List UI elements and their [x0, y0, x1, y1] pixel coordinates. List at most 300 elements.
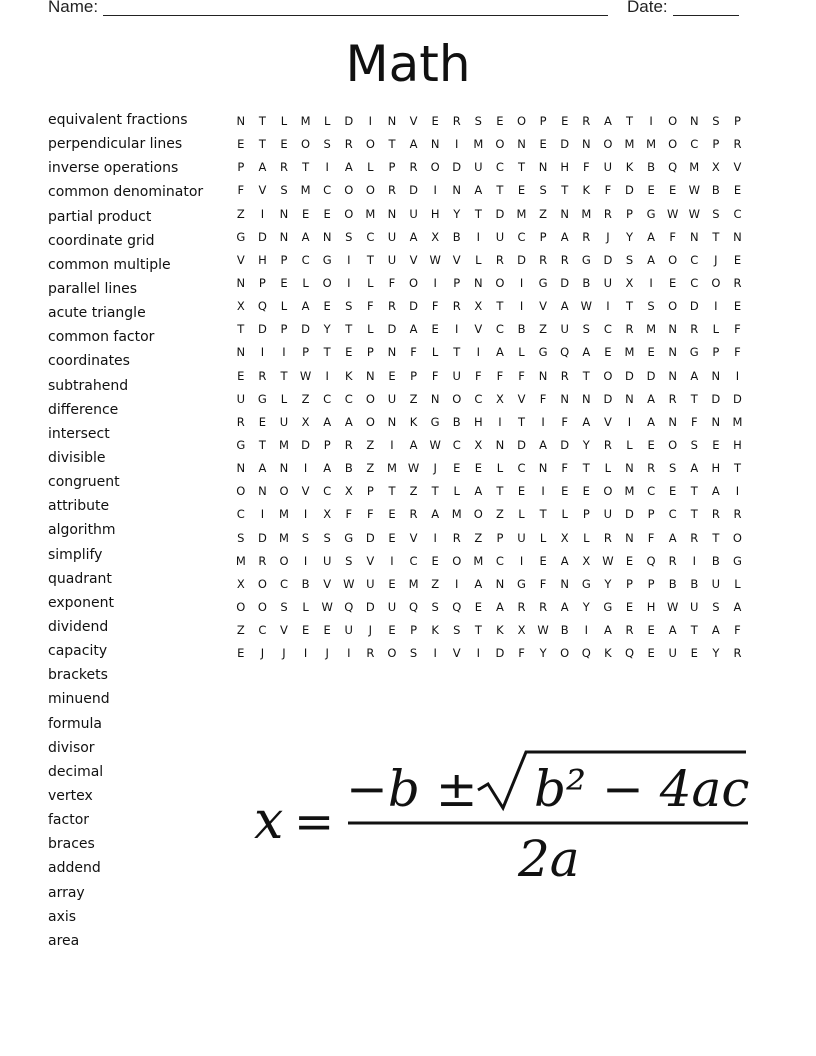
grid-letter[interactable]: E: [625, 599, 634, 614]
grid-letter[interactable]: O: [603, 368, 613, 383]
grid-letter[interactable]: H: [560, 160, 570, 175]
grid-letter[interactable]: W: [321, 599, 333, 614]
grid-letter[interactable]: D: [257, 322, 267, 337]
grid-letter[interactable]: J: [282, 646, 286, 661]
grid-letter[interactable]: I: [260, 345, 265, 360]
grid-letter[interactable]: D: [733, 391, 742, 406]
grid-letter[interactable]: U: [603, 507, 613, 522]
grid-letter[interactable]: T: [388, 137, 396, 152]
grid-letter[interactable]: E: [431, 322, 439, 337]
grid-letter[interactable]: P: [258, 275, 266, 290]
grid-letter[interactable]: S: [280, 183, 288, 198]
grid-letter[interactable]: R: [582, 229, 591, 244]
grid-letter[interactable]: I: [519, 275, 524, 290]
grid-letter[interactable]: F: [561, 414, 569, 429]
grid-letter[interactable]: E: [237, 646, 245, 661]
grid-letter[interactable]: Y: [582, 437, 590, 452]
grid-letter[interactable]: T: [690, 391, 698, 406]
grid-letter[interactable]: A: [431, 507, 440, 522]
grid-letter[interactable]: L: [604, 461, 612, 476]
grid-letter[interactable]: S: [712, 206, 720, 221]
grid-letter[interactable]: N: [538, 368, 548, 383]
grid-letter[interactable]: I: [584, 623, 588, 638]
grid-letter[interactable]: M: [689, 160, 700, 175]
grid-letter[interactable]: D: [517, 252, 526, 267]
grid-letter[interactable]: F: [367, 299, 374, 314]
grid-letter[interactable]: O: [732, 530, 742, 545]
grid-letter[interactable]: U: [603, 275, 613, 290]
grid-letter[interactable]: L: [561, 507, 568, 522]
grid-letter[interactable]: E: [539, 553, 547, 568]
grid-letter[interactable]: O: [668, 137, 678, 152]
grid-letter[interactable]: M: [279, 530, 289, 545]
grid-letter[interactable]: S: [690, 437, 698, 452]
grid-letter[interactable]: X: [474, 299, 483, 314]
grid-letter[interactable]: D: [257, 530, 267, 545]
grid-letter[interactable]: F: [410, 345, 417, 360]
grid-letter[interactable]: L: [734, 576, 741, 591]
grid-letter[interactable]: L: [518, 345, 525, 360]
grid-letter[interactable]: V: [733, 160, 742, 175]
grid-letter[interactable]: I: [347, 646, 351, 661]
grid-letter[interactable]: P: [410, 623, 418, 638]
grid-letter[interactable]: I: [455, 322, 459, 337]
grid-letter[interactable]: R: [733, 275, 742, 290]
grid-letter[interactable]: T: [258, 114, 266, 128]
grid-letter[interactable]: X: [560, 530, 569, 545]
grid-letter[interactable]: T: [733, 461, 741, 476]
grid-letter[interactable]: L: [539, 530, 547, 545]
grid-letter[interactable]: I: [303, 646, 308, 661]
grid-letter[interactable]: O: [495, 137, 505, 152]
grid-letter[interactable]: S: [539, 183, 547, 198]
grid-letter[interactable]: M: [516, 206, 527, 221]
grid-letter[interactable]: E: [323, 206, 331, 221]
date-blank-line[interactable]: [673, 15, 739, 16]
grid-letter[interactable]: O: [452, 553, 462, 568]
grid-letter[interactable]: E: [647, 345, 655, 360]
grid-letter[interactable]: I: [735, 484, 740, 499]
grid-letter[interactable]: P: [539, 114, 547, 128]
grid-letter[interactable]: N: [430, 137, 440, 152]
grid-letter[interactable]: M: [365, 206, 376, 221]
grid-letter[interactable]: P: [626, 206, 633, 221]
grid-letter[interactable]: I: [325, 160, 329, 175]
grid-letter[interactable]: O: [257, 599, 267, 614]
grid-letter[interactable]: N: [711, 368, 721, 383]
grid-letter[interactable]: I: [519, 299, 524, 314]
grid-letter[interactable]: N: [236, 114, 246, 128]
grid-letter[interactable]: D: [517, 437, 526, 452]
grid-letter[interactable]: M: [386, 461, 397, 476]
grid-letter[interactable]: C: [690, 275, 699, 290]
grid-letter[interactable]: Z: [431, 576, 440, 591]
grid-letter[interactable]: R: [733, 507, 742, 522]
grid-letter[interactable]: F: [734, 623, 741, 638]
grid-letter[interactable]: F: [539, 576, 547, 591]
grid-letter[interactable]: O: [452, 391, 462, 406]
grid-letter[interactable]: S: [625, 252, 634, 267]
grid-letter[interactable]: P: [496, 530, 504, 545]
grid-letter[interactable]: C: [733, 206, 742, 221]
grid-letter[interactable]: I: [260, 507, 265, 522]
grid-letter[interactable]: F: [539, 391, 547, 406]
grid-letter[interactable]: N: [517, 137, 526, 152]
grid-letter[interactable]: W: [666, 206, 679, 221]
grid-letter[interactable]: C: [452, 437, 461, 452]
grid-letter[interactable]: V: [474, 322, 483, 337]
grid-letter[interactable]: R: [603, 206, 612, 221]
grid-letter[interactable]: E: [388, 507, 396, 522]
grid-letter[interactable]: H: [733, 437, 742, 452]
grid-letter[interactable]: N: [689, 229, 699, 244]
grid-letter[interactable]: N: [387, 345, 397, 360]
grid-letter[interactable]: O: [344, 183, 354, 198]
grid-letter[interactable]: F: [582, 160, 590, 175]
grid-letter[interactable]: D: [452, 160, 462, 175]
grid-letter[interactable]: E: [625, 553, 634, 568]
grid-letter[interactable]: R: [344, 137, 353, 152]
grid-letter[interactable]: G: [236, 229, 246, 244]
grid-letter[interactable]: Y: [323, 322, 331, 337]
grid-letter[interactable]: I: [303, 461, 308, 476]
grid-letter[interactable]: M: [624, 137, 635, 152]
grid-letter[interactable]: R: [668, 553, 677, 568]
grid-letter[interactable]: I: [476, 345, 481, 360]
grid-letter[interactable]: R: [409, 160, 418, 175]
grid-letter[interactable]: A: [733, 599, 742, 614]
grid-letter[interactable]: U: [387, 252, 397, 267]
grid-letter[interactable]: X: [431, 229, 440, 244]
grid-letter[interactable]: R: [236, 414, 245, 429]
grid-letter[interactable]: A: [560, 229, 569, 244]
grid-letter[interactable]: E: [669, 183, 677, 198]
grid-letter[interactable]: D: [560, 137, 570, 152]
grid-letter[interactable]: T: [302, 160, 310, 175]
grid-letter[interactable]: X: [474, 437, 483, 452]
grid-letter[interactable]: J: [714, 252, 718, 267]
grid-letter[interactable]: S: [712, 114, 720, 128]
grid-letter[interactable]: I: [735, 368, 740, 383]
grid-letter[interactable]: I: [368, 114, 373, 128]
grid-letter[interactable]: U: [409, 206, 418, 221]
grid-letter[interactable]: N: [625, 391, 634, 406]
grid-letter[interactable]: N: [560, 206, 569, 221]
grid-letter[interactable]: S: [669, 461, 677, 476]
grid-letter[interactable]: R: [366, 646, 375, 661]
grid-letter[interactable]: U: [474, 160, 483, 175]
grid-letter[interactable]: N: [495, 437, 505, 452]
grid-letter[interactable]: T: [388, 484, 396, 499]
grid-letter[interactable]: N: [236, 461, 246, 476]
grid-letter[interactable]: Y: [453, 206, 461, 221]
grid-letter[interactable]: A: [323, 461, 332, 476]
grid-letter[interactable]: G: [430, 414, 440, 429]
grid-letter[interactable]: N: [279, 461, 289, 476]
grid-letter[interactable]: L: [280, 299, 288, 314]
grid-letter[interactable]: V: [603, 414, 612, 429]
grid-letter[interactable]: U: [387, 229, 397, 244]
grid-letter[interactable]: R: [560, 368, 569, 383]
grid-letter[interactable]: E: [301, 623, 310, 638]
grid-letter[interactable]: P: [302, 345, 310, 360]
grid-letter[interactable]: H: [474, 414, 483, 429]
grid-letter[interactable]: Y: [625, 229, 633, 244]
grid-letter[interactable]: D: [409, 183, 418, 198]
grid-letter[interactable]: Z: [366, 461, 375, 476]
grid-letter[interactable]: L: [626, 437, 633, 452]
grid-letter[interactable]: L: [302, 275, 309, 290]
grid-letter[interactable]: P: [647, 576, 655, 591]
grid-letter[interactable]: X: [495, 391, 504, 406]
grid-letter[interactable]: T: [345, 322, 353, 337]
grid-letter[interactable]: M: [279, 507, 289, 522]
grid-letter[interactable]: I: [541, 484, 545, 499]
grid-letter[interactable]: B: [344, 461, 353, 476]
grid-letter[interactable]: C: [366, 229, 375, 244]
grid-letter[interactable]: D: [387, 322, 397, 337]
grid-letter[interactable]: D: [495, 206, 505, 221]
grid-letter[interactable]: W: [299, 368, 312, 383]
grid-letter[interactable]: D: [301, 322, 310, 337]
grid-letter[interactable]: I: [433, 275, 437, 290]
grid-letter[interactable]: R: [603, 530, 612, 545]
grid-letter[interactable]: R: [495, 252, 504, 267]
grid-letter[interactable]: T: [474, 206, 482, 221]
grid-letter[interactable]: U: [452, 368, 461, 383]
grid-letter[interactable]: A: [323, 414, 332, 429]
grid-letter[interactable]: C: [323, 391, 332, 406]
grid-letter[interactable]: O: [236, 484, 246, 499]
grid-letter[interactable]: G: [646, 206, 656, 221]
grid-letter[interactable]: E: [258, 414, 267, 429]
grid-letter[interactable]: C: [279, 576, 288, 591]
grid-letter[interactable]: E: [604, 345, 612, 360]
grid-letter[interactable]: A: [495, 345, 504, 360]
grid-letter[interactable]: E: [280, 275, 288, 290]
grid-letter[interactable]: U: [603, 160, 613, 175]
grid-letter[interactable]: E: [496, 114, 504, 128]
grid-letter[interactable]: U: [495, 229, 505, 244]
grid-letter[interactable]: P: [712, 345, 720, 360]
grid-letter[interactable]: O: [711, 275, 721, 290]
grid-letter[interactable]: P: [366, 484, 374, 499]
grid-letter[interactable]: C: [495, 553, 504, 568]
grid-letter[interactable]: X: [625, 275, 634, 290]
grid-letter[interactable]: L: [475, 252, 482, 267]
grid-letter[interactable]: W: [537, 623, 549, 638]
grid-letter[interactable]: F: [431, 368, 439, 383]
grid-letter[interactable]: O: [409, 275, 419, 290]
grid-letter[interactable]: L: [583, 530, 590, 545]
grid-letter[interactable]: C: [323, 183, 332, 198]
grid-letter[interactable]: S: [301, 530, 310, 545]
grid-letter[interactable]: J: [368, 623, 373, 638]
grid-letter[interactable]: N: [625, 461, 634, 476]
grid-letter[interactable]: T: [625, 114, 633, 128]
grid-letter[interactable]: A: [690, 368, 699, 383]
grid-letter[interactable]: D: [344, 114, 354, 128]
grid-letter[interactable]: E: [733, 183, 742, 198]
grid-letter[interactable]: F: [561, 461, 569, 476]
grid-letter[interactable]: F: [475, 368, 482, 383]
grid-letter[interactable]: M: [732, 414, 743, 429]
grid-letter[interactable]: O: [279, 553, 289, 568]
grid-letter[interactable]: T: [712, 530, 720, 545]
grid-letter[interactable]: R: [539, 599, 548, 614]
grid-letter[interactable]: E: [561, 484, 569, 499]
grid-letter[interactable]: U: [517, 530, 526, 545]
grid-letter[interactable]: O: [668, 252, 678, 267]
grid-letter[interactable]: O: [365, 137, 375, 152]
grid-letter[interactable]: P: [280, 252, 288, 267]
grid-letter[interactable]: L: [431, 345, 439, 360]
grid-letter[interactable]: U: [366, 576, 375, 591]
grid-letter[interactable]: M: [451, 507, 462, 522]
grid-letter[interactable]: I: [498, 414, 502, 429]
grid-letter[interactable]: R: [387, 299, 396, 314]
grid-letter[interactable]: A: [344, 160, 353, 175]
grid-letter[interactable]: E: [237, 137, 245, 152]
grid-letter[interactable]: I: [455, 137, 459, 152]
grid-letter[interactable]: A: [711, 623, 720, 638]
grid-letter[interactable]: D: [603, 252, 613, 267]
grid-letter[interactable]: Q: [560, 345, 570, 360]
grid-letter[interactable]: T: [280, 368, 288, 383]
grid-letter[interactable]: X: [711, 160, 720, 175]
grid-letter[interactable]: R: [452, 530, 461, 545]
grid-letter[interactable]: A: [474, 484, 483, 499]
grid-letter[interactable]: X: [344, 484, 353, 499]
grid-letter[interactable]: F: [518, 368, 525, 383]
grid-letter[interactable]: F: [647, 530, 655, 545]
grid-letter[interactable]: I: [260, 206, 265, 221]
grid-letter[interactable]: B: [517, 322, 526, 337]
grid-letter[interactable]: R: [711, 507, 720, 522]
grid-letter[interactable]: V: [409, 530, 418, 545]
grid-letter[interactable]: T: [582, 368, 590, 383]
grid-letter[interactable]: C: [647, 484, 656, 499]
grid-letter[interactable]: K: [496, 623, 504, 638]
grid-letter[interactable]: R: [625, 623, 634, 638]
grid-letter[interactable]: N: [711, 414, 721, 429]
grid-letter[interactable]: X: [236, 576, 245, 591]
grid-letter[interactable]: F: [604, 183, 612, 198]
grid-letter[interactable]: E: [323, 623, 331, 638]
grid-letter[interactable]: A: [647, 391, 656, 406]
grid-letter[interactable]: O: [495, 275, 505, 290]
grid-letter[interactable]: G: [322, 252, 332, 267]
grid-letter[interactable]: R: [452, 114, 461, 128]
grid-letter[interactable]: P: [733, 114, 741, 128]
grid-letter[interactable]: E: [647, 437, 655, 452]
grid-letter[interactable]: G: [581, 252, 591, 267]
grid-letter[interactable]: C: [603, 322, 612, 337]
grid-letter[interactable]: V: [236, 252, 245, 267]
grid-letter[interactable]: A: [474, 183, 483, 198]
grid-letter[interactable]: N: [430, 391, 440, 406]
grid-letter[interactable]: M: [235, 553, 246, 568]
grid-letter[interactable]: D: [257, 229, 267, 244]
grid-letter[interactable]: A: [603, 114, 612, 128]
grid-letter[interactable]: C: [668, 507, 677, 522]
grid-letter[interactable]: B: [711, 183, 720, 198]
grid-letter[interactable]: N: [279, 229, 289, 244]
grid-letter[interactable]: R: [690, 322, 699, 337]
grid-letter[interactable]: S: [453, 623, 461, 638]
grid-letter[interactable]: V: [409, 252, 418, 267]
grid-letter[interactable]: N: [279, 206, 289, 221]
grid-letter[interactable]: I: [455, 576, 459, 591]
grid-letter[interactable]: N: [689, 114, 699, 128]
grid-letter[interactable]: Q: [409, 599, 419, 614]
grid-letter[interactable]: O: [668, 299, 678, 314]
grid-letter[interactable]: A: [711, 484, 720, 499]
grid-letter[interactable]: S: [345, 299, 353, 314]
grid-letter[interactable]: P: [712, 137, 720, 152]
grid-letter[interactable]: N: [668, 368, 677, 383]
grid-letter[interactable]: L: [712, 322, 720, 337]
grid-letter[interactable]: I: [347, 252, 351, 267]
grid-letter[interactable]: Y: [712, 646, 720, 661]
grid-letter[interactable]: K: [625, 160, 634, 175]
grid-letter[interactable]: D: [625, 368, 634, 383]
grid-letter[interactable]: U: [668, 646, 677, 661]
grid-letter[interactable]: V: [452, 646, 461, 661]
grid-letter[interactable]: Z: [236, 623, 245, 638]
grid-letter[interactable]: N: [236, 345, 246, 360]
grid-letter[interactable]: E: [582, 484, 590, 499]
grid-letter[interactable]: W: [602, 553, 614, 568]
grid-letter[interactable]: R: [517, 599, 526, 614]
grid-letter[interactable]: F: [237, 183, 245, 198]
grid-letter[interactable]: I: [303, 507, 308, 522]
grid-letter[interactable]: N: [258, 484, 267, 499]
grid-letter[interactable]: B: [690, 576, 699, 591]
grid-letter[interactable]: H: [430, 206, 440, 221]
grid-letter[interactable]: E: [388, 530, 396, 545]
grid-letter[interactable]: E: [431, 553, 439, 568]
grid-letter[interactable]: E: [388, 623, 396, 638]
grid-letter[interactable]: I: [325, 368, 329, 383]
grid-letter[interactable]: G: [538, 345, 548, 360]
grid-letter[interactable]: G: [689, 345, 699, 360]
grid-letter[interactable]: S: [409, 646, 418, 661]
grid-letter[interactable]: S: [712, 599, 720, 614]
grid-letter[interactable]: S: [582, 322, 590, 337]
grid-letter[interactable]: T: [496, 484, 504, 499]
grid-letter[interactable]: S: [345, 229, 353, 244]
grid-letter[interactable]: T: [474, 623, 482, 638]
grid-letter[interactable]: R: [668, 391, 677, 406]
grid-letter[interactable]: Z: [495, 507, 504, 522]
grid-letter[interactable]: T: [625, 299, 633, 314]
grid-letter[interactable]: O: [365, 391, 375, 406]
grid-letter[interactable]: T: [258, 137, 266, 152]
grid-letter[interactable]: G: [603, 599, 613, 614]
grid-letter[interactable]: N: [366, 368, 375, 383]
grid-letter[interactable]: B: [711, 553, 720, 568]
grid-letter[interactable]: N: [581, 137, 591, 152]
grid-letter[interactable]: E: [323, 299, 331, 314]
grid-letter[interactable]: X: [582, 553, 591, 568]
grid-letter[interactable]: I: [606, 299, 610, 314]
grid-letter[interactable]: I: [390, 553, 394, 568]
grid-letter[interactable]: R: [409, 507, 418, 522]
grid-letter[interactable]: Z: [301, 391, 310, 406]
grid-letter[interactable]: E: [669, 275, 677, 290]
grid-letter[interactable]: C: [690, 252, 699, 267]
